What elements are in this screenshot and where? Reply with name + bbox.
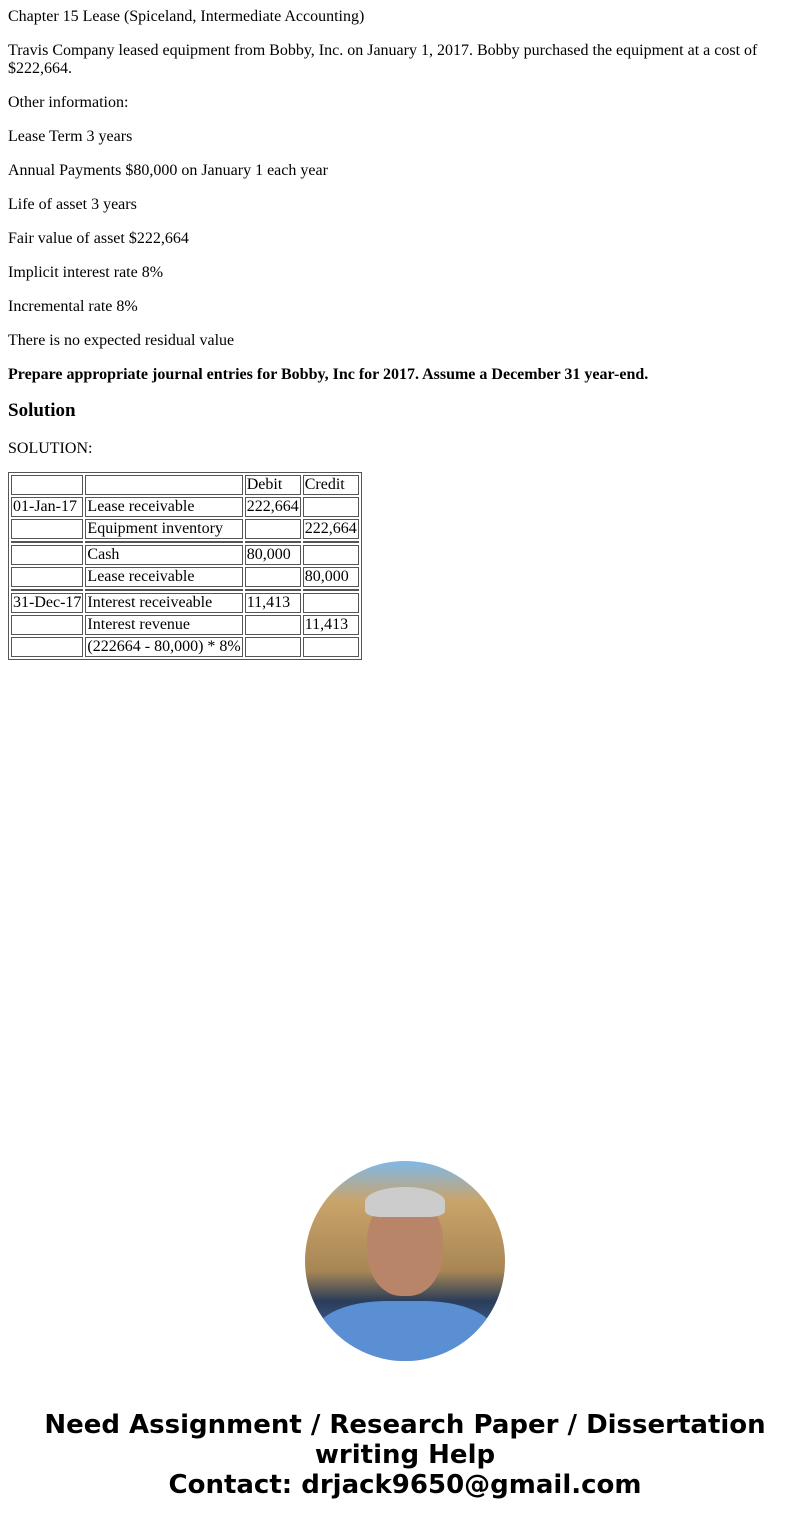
avatar-hair — [365, 1187, 445, 1217]
account-cell: Equipment inventory — [85, 519, 242, 539]
date-cell — [11, 545, 83, 565]
fact: Life of asset 3 years — [8, 196, 137, 213]
separator-cell — [85, 541, 242, 543]
table-row — [11, 545, 359, 565]
header-debit: Debit — [245, 475, 301, 495]
header-credit: Credit — [303, 475, 359, 495]
separator-cell — [11, 541, 83, 543]
contact-footer — [8, 1410, 794, 1500]
fact: There is no expected residual value — [8, 332, 235, 349]
separator-cell — [11, 589, 83, 591]
footer-contact: Contact: drjack9650@gmail.com — [168, 1470, 642, 1500]
table-row — [11, 497, 359, 517]
table-row — [11, 637, 359, 657]
separator-row — [11, 589, 359, 591]
footer-line: writing Help — [314, 1440, 496, 1470]
credit-cell: 11,413 — [303, 615, 359, 635]
separator-cell — [303, 541, 359, 543]
debit-cell — [245, 567, 301, 587]
fact: Annual Payments $80,000 on January 1 each year — [8, 162, 328, 179]
date-cell — [11, 615, 83, 635]
credit-cell — [303, 637, 359, 657]
account-cell: Interest receiveable — [85, 593, 242, 613]
debit-cell — [245, 637, 301, 657]
credit-cell — [303, 545, 359, 565]
credit-cell: 222,664 — [304, 520, 357, 537]
question-title: Chapter 15 Lease (Spiceland, Intermediate Accounting) — [8, 8, 365, 25]
fact: Incremental rate 8% — [8, 298, 138, 315]
avatar-shirt — [315, 1301, 495, 1361]
date-cell — [11, 519, 83, 539]
debit-cell — [245, 519, 301, 539]
question-intro: Travis Company leased equipment from Bobby, Inc. on January 1, 2017. Bobby purchased the equipment at a cost of $222,664. — [8, 42, 758, 77]
table-row — [11, 519, 359, 539]
debit-cell — [245, 615, 301, 635]
separator-cell — [303, 589, 359, 591]
table-row — [11, 567, 359, 587]
debit-cell: 11,413 — [245, 593, 301, 613]
solution-heading: Solution — [8, 400, 76, 421]
credit-cell — [303, 497, 359, 517]
date-cell: 31-Dec-17 — [13, 594, 82, 611]
table-header-row — [11, 475, 359, 495]
fact: Lease Term 3 years — [8, 128, 133, 145]
fact: Implicit interest rate 8% — [8, 264, 164, 281]
task — [8, 366, 786, 384]
separator-row — [11, 541, 359, 543]
other-info-label: Other information: — [8, 94, 129, 111]
account-cell: Lease receivable — [85, 497, 242, 517]
debit-cell: 222,664 — [246, 498, 299, 515]
footer-line: Need Assignment / Research Paper / Dissertation — [44, 1410, 766, 1440]
solution-label: SOLUTION: — [8, 440, 93, 457]
credit-cell: 80,000 — [303, 567, 359, 587]
separator-cell — [245, 541, 301, 543]
author-avatar — [305, 1161, 505, 1361]
date-cell: 01-Jan-17 — [11, 497, 83, 517]
account-cell: (222664 - 80,000) * 8% — [87, 638, 241, 655]
credit-cell — [303, 593, 359, 613]
journal-table — [8, 472, 362, 660]
debit-cell: 80,000 — [245, 545, 301, 565]
separator-cell — [245, 589, 301, 591]
account-cell: Lease receivable — [85, 567, 242, 587]
header-cell — [85, 475, 242, 495]
table-row — [11, 593, 359, 613]
header-cell — [11, 475, 83, 495]
task-text: Prepare appropriate journal entries for Bobby, Inc for 2017. Assume a December 31 year-end. — [8, 366, 649, 383]
account-cell: Interest revenue — [85, 615, 242, 635]
separator-cell — [85, 589, 242, 591]
table-row — [11, 615, 359, 635]
account-cell: Cash — [85, 545, 242, 565]
date-cell — [11, 637, 83, 657]
fact: Fair value of asset $222,664 — [8, 230, 189, 247]
date-cell — [11, 567, 83, 587]
